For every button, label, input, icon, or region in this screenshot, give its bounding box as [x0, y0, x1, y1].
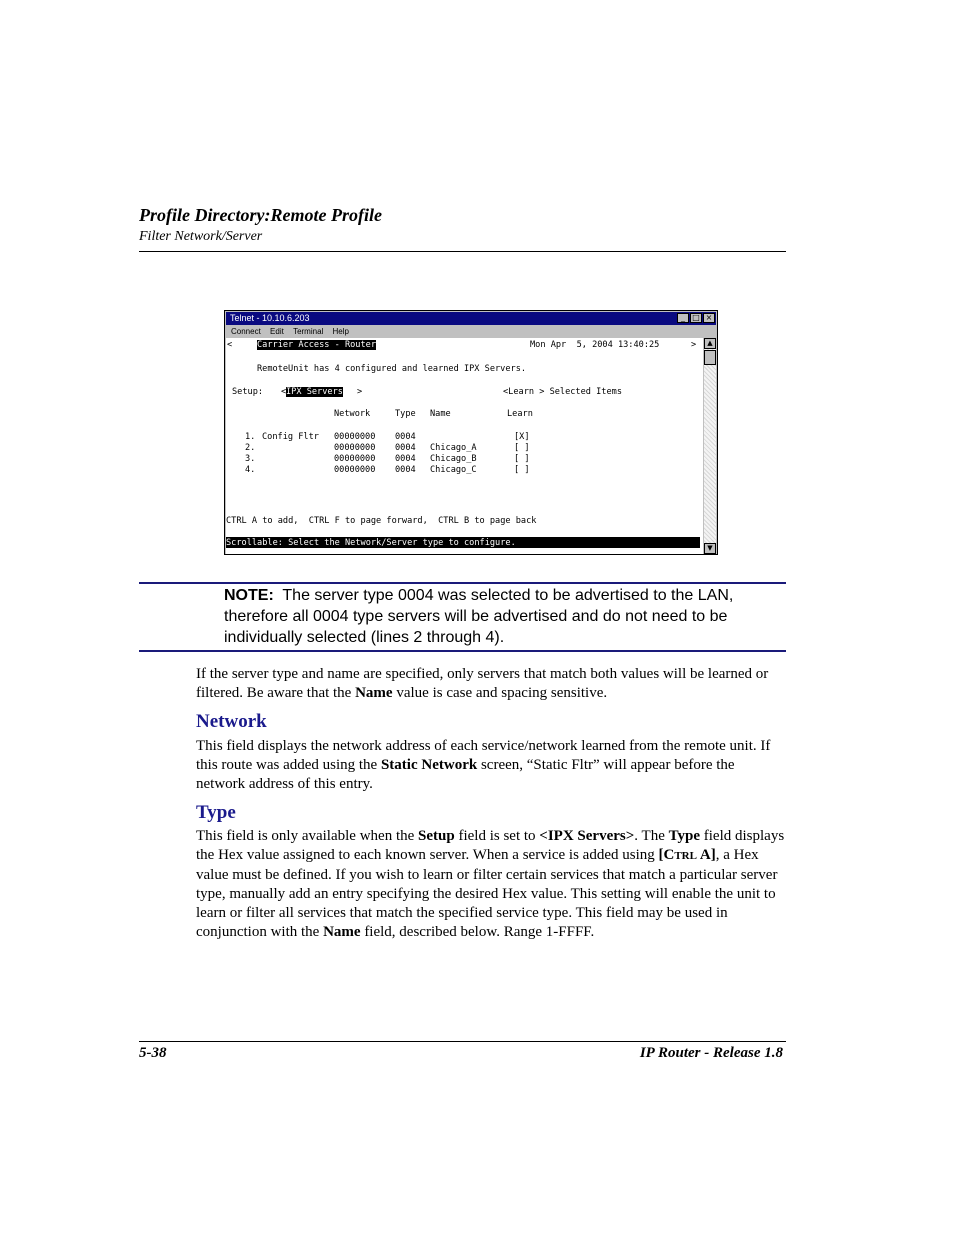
row-number: 2.: [245, 443, 256, 453]
text-run: field is set to: [454, 828, 540, 844]
window-menubar: [226, 326, 716, 338]
key-combo: [659, 847, 716, 863]
bold-term: <IPX Servers>: [539, 828, 635, 844]
terminal-status-bar: [226, 537, 700, 548]
close-icon[interactable]: ×: [703, 313, 715, 323]
key-open: [C: [658, 847, 675, 863]
type-heading: Type: [196, 802, 236, 823]
scrollbar-thumb[interactable]: [704, 350, 716, 365]
running-header-title: Profile Directory:Remote Profile: [139, 205, 382, 225]
setup-field[interactable]: IPX Servers: [286, 387, 343, 397]
row-type: 0004: [395, 432, 416, 442]
row-type: 0004: [395, 465, 416, 475]
bold-term: Name: [323, 924, 361, 940]
row-number: 1.: [245, 432, 256, 442]
note-top-rule: [139, 582, 786, 584]
header-rule: [139, 251, 786, 252]
row-network: 00000000: [334, 443, 376, 453]
text-run: field displays the Hex value assigned to each known server. When a service is added using: [196, 828, 785, 863]
menu-connect[interactable]: Connect: [231, 327, 261, 336]
row-network: 00000000: [334, 432, 376, 442]
setup-bracket-open: <: [281, 387, 287, 397]
learn-selected-option[interactable]: <Learn > Selected Items: [503, 387, 622, 397]
network-paragraph: [196, 737, 786, 794]
note-label: NOTE:: [224, 587, 274, 604]
menu-edit[interactable]: Edit: [270, 327, 284, 336]
window-title: Telnet - 10.10.6.203: [230, 313, 310, 323]
terminal-screen: [226, 338, 703, 554]
terminal-configured-line: RemoteUnit has 4 configured and learned IPX Servers.: [257, 364, 527, 374]
bold-term: Static Network: [380, 757, 478, 773]
text-run: This field displays the network address of each service/network learned from the remote unit. If this route was added using the: [196, 738, 771, 773]
maximize-icon[interactable]: □: [690, 313, 702, 323]
note-text: The server type 0004 was selected to be advertised to the LAN, therefore all 0004 type servers will be advertised and do not need to be individually selected (lines 2 through 4).: [224, 587, 734, 646]
note-block: [224, 585, 784, 648]
row-network: 00000000: [334, 465, 376, 475]
menu-terminal[interactable]: Terminal: [293, 327, 324, 336]
footer-rule: [139, 1041, 786, 1042]
row-type: 0004: [395, 443, 416, 453]
setup-label: Setup:: [232, 387, 264, 397]
vertical-scrollbar[interactable]: [704, 338, 716, 554]
row-label: Config Fltr: [262, 432, 319, 442]
scroll-left-arrow: <: [227, 340, 233, 350]
scroll-right-arrow: >: [691, 340, 697, 350]
minimize-icon[interactable]: _: [677, 313, 689, 323]
intro-paragraph: [196, 665, 786, 703]
row-type: 0004: [395, 454, 416, 464]
page-number: 5-38: [139, 1045, 167, 1061]
row-learn-checkbox[interactable]: [ ]: [514, 454, 530, 464]
scroll-up-icon[interactable]: ▲: [704, 338, 716, 349]
row-name: Chicago_C: [430, 465, 477, 475]
text-run: field, described below. Range 1-FFFF.: [360, 924, 595, 940]
telnet-window: [224, 310, 718, 555]
key-close: A]: [696, 847, 716, 863]
row-learn-checkbox[interactable]: [X]: [514, 432, 530, 442]
window-titlebar: [226, 312, 716, 325]
column-type: Type: [395, 409, 416, 419]
column-name: Name: [430, 409, 451, 419]
footer-product: IP Router - Release 1.8: [639, 1045, 783, 1061]
terminal-datetime: Mon Apr 5, 2004 13:40:25: [530, 340, 660, 350]
row-name: Chicago_A: [430, 443, 477, 453]
bold-term: Setup: [418, 828, 455, 844]
running-header-subtitle: Filter Network/Server: [139, 229, 263, 244]
row-learn-checkbox[interactable]: [ ]: [514, 465, 530, 475]
row-learn-checkbox[interactable]: [ ]: [514, 443, 530, 453]
text-run: . The: [634, 828, 669, 844]
bold-term: Type: [668, 828, 701, 844]
setup-bracket-close: >: [357, 387, 363, 397]
type-paragraph: [196, 827, 786, 942]
row-number: 4.: [245, 465, 256, 475]
note-bottom-rule: [139, 650, 786, 652]
text-run: , a Hex value must be defined. If you wish to learn or filter certain services that match a particular server type, manually add an entry specifying the desired Hex value. This setting will enable the unit to learn or filter all services that match the specified service type. This field may be used in conjunction with the: [196, 847, 778, 940]
bold-term: Name: [355, 685, 393, 701]
terminal-help-line: CTRL A to add, CTRL F to page forward, CTRL B to page back: [226, 516, 537, 526]
terminal-status-text: Scrollable: Select the Network/Server type to configure.: [226, 538, 516, 548]
scroll-down-icon[interactable]: ▼: [704, 543, 716, 554]
row-network: 00000000: [334, 454, 376, 464]
text-run: value is case and spacing sensitive.: [392, 685, 608, 701]
key-small-caps: TRL: [674, 850, 697, 862]
text-run: If the server type and name are specified, only servers that match both values will be learned or filtered. Be aware that the: [196, 666, 769, 701]
terminal-banner: Carrier Access - Router: [257, 340, 376, 350]
text-run: This field is only available when the: [196, 828, 419, 844]
row-name: Chicago_B: [430, 454, 477, 464]
row-number: 3.: [245, 454, 256, 464]
column-network: Network: [334, 409, 371, 419]
column-learn: Learn: [507, 409, 533, 419]
text-run: screen, “Static Fltr” will appear before the network address of this entry.: [196, 757, 735, 792]
network-heading: Network: [196, 711, 267, 732]
menu-help[interactable]: Help: [332, 327, 349, 336]
